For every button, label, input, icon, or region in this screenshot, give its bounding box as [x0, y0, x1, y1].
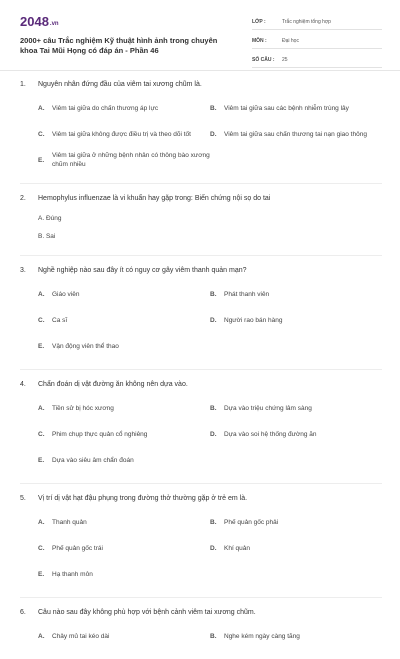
answer-option[interactable]: C. Phim chụp thực quản cổ nghiêng: [38, 430, 148, 438]
document-title: 2000+ câu Trắc nghiệm Kỹ thuật hình ảnh trong chuyên khoa Tai Mũi Họng có đáp án - Phần 46: [20, 36, 218, 55]
answer-options: [20, 397, 382, 475]
question-prompt: Nghề nghiệp nào sau đây ít có nguy cơ gây viêm thanh quản mạn?: [38, 267, 247, 274]
question-divider: [20, 597, 382, 598]
meta-value: Đại học: [282, 37, 299, 44]
question-3: [20, 266, 382, 370]
answer-option[interactable]: B. Nghe kém ngày càng tăng: [210, 632, 300, 640]
question-prompt: Vị trí dị vật hạt đậu phụng trong đường thở thường gặp ở trẻ em là.: [38, 495, 248, 502]
question-text: [20, 80, 382, 89]
meta-value: Trắc nghiệm tổng hợp: [282, 18, 331, 25]
answer-options: [20, 97, 382, 175]
answer-option[interactable]: E. Viêm tai giữa ở những bệnh nhân có thông bào xương chũm nhiều: [38, 152, 210, 168]
answer-option[interactable]: D. Người rao bán hàng: [210, 316, 283, 324]
meta-row-count: [252, 52, 382, 68]
answer-option[interactable]: A. Viêm tai giữa do chấn thương áp lực: [38, 104, 159, 112]
question-4: [20, 380, 382, 484]
answer-options: [20, 511, 382, 589]
answer-option[interactable]: C. Viêm tai giữa không được điều trị và theo dõi tốt: [38, 130, 191, 138]
question-divider: [20, 183, 382, 184]
question-text: [20, 494, 382, 503]
question-number: 3.: [20, 267, 26, 274]
header-divider: [0, 70, 400, 71]
question-6: [20, 608, 382, 651]
answer-option[interactable]: E. Dựa vào siêu âm chẩn đoán: [38, 456, 134, 464]
question-number: 4.: [20, 381, 26, 388]
answer-option[interactable]: C. Ca sĩ: [38, 316, 68, 324]
answer-option[interactable]: B. Phát thanh viên: [210, 290, 270, 298]
question-prompt: Hemophylus influenzae là vi khuẩn hay gặp trong: Biến chứng nội sọ do tai: [38, 195, 271, 202]
answer-option[interactable]: B. Viêm tai giữa sau các bệnh nhiễm trùng lây: [210, 104, 349, 112]
answer-option[interactable]: E. Hạ thanh môn: [38, 570, 93, 578]
answer-option[interactable]: B. Phế quản gốc phải: [210, 518, 279, 526]
answer-options: [20, 283, 382, 361]
question-2: [20, 194, 382, 256]
question-text: [20, 194, 382, 203]
question-prompt: Chẩn đoán dị vật đường ăn không nên dựa vào.: [38, 381, 188, 388]
meta-row-class: [252, 14, 382, 30]
meta-value: 25: [282, 56, 288, 63]
question-divider: [20, 255, 382, 256]
question-number: 2.: [20, 195, 26, 202]
question-text: [20, 266, 382, 275]
site-logo[interactable]: 2048.vn: [20, 14, 59, 29]
answer-option[interactable]: C. Phế quản gốc trái: [38, 544, 103, 552]
question-5: [20, 494, 382, 598]
question-prompt: Câu nào sau đây không phù hợp với bệnh cảnh viêm tai xương chũm.: [38, 609, 256, 616]
answer-options: [20, 211, 382, 247]
answer-option[interactable]: B. Dựa vào triệu chứng lâm sàng: [210, 404, 312, 412]
answer-option[interactable]: A. Đúng: [38, 214, 62, 222]
question-divider: [20, 483, 382, 484]
answer-option[interactable]: E. Vận động viên thể thao: [38, 342, 119, 350]
question-number: 6.: [20, 609, 26, 616]
question-1: [20, 80, 382, 184]
meta-panel: [252, 14, 382, 71]
question-text: [20, 608, 382, 617]
answer-option[interactable]: A. Chảy mủ tai kéo dài: [38, 632, 110, 640]
answer-option[interactable]: B. Sai: [38, 232, 56, 240]
question-divider: [20, 369, 382, 370]
document-header: [20, 14, 382, 70]
answer-option[interactable]: A. Tiền sử bị hóc xương: [38, 404, 114, 412]
meta-key: LỚP :: [252, 18, 266, 25]
answer-option[interactable]: D. Khí quản: [210, 544, 251, 552]
answer-options: [20, 625, 382, 651]
question-list: [20, 80, 382, 659]
question-prompt: Nguyên nhân đứng đầu của viêm tai xương chũm là.: [38, 81, 202, 88]
meta-key: MÔN :: [252, 37, 267, 44]
answer-option[interactable]: A. Giáo viên: [38, 290, 80, 298]
question-number: 5.: [20, 495, 26, 502]
answer-option[interactable]: A. Thanh quản: [38, 518, 87, 526]
meta-row-subject: [252, 33, 382, 49]
answer-option[interactable]: D. Dựa vào soi hệ thống đường ăn: [210, 430, 317, 438]
answer-option[interactable]: D. Viêm tai giữa sau chấn thương tai nạn giao thông: [210, 130, 367, 138]
meta-key: SỐ CÂU :: [252, 56, 275, 63]
question-number: 1.: [20, 81, 26, 88]
question-text: [20, 380, 382, 389]
